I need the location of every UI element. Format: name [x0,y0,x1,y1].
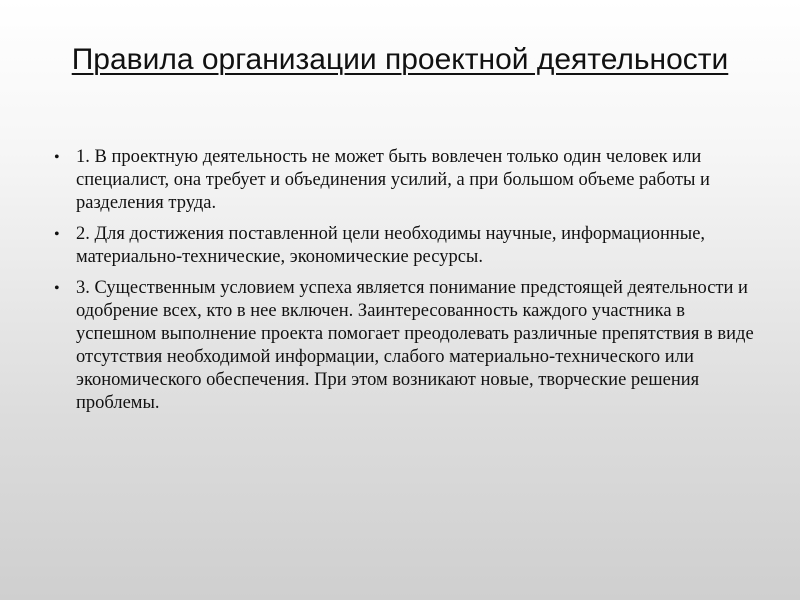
slide-title: Правила организации проектной деятельности [71,43,729,76]
bullet-marker: • [54,280,60,297]
list-item [54,146,754,215]
bullet-list [54,146,754,423]
bullet-marker: • [54,149,60,166]
list-item-text: 3. Существенным условием успеха является понимание предстоящей деятельности и одобрение всех, кто в нее включен. Заинтересованность каждого участника в успешном выполнение проекта помогает преодолевать различные препятствия в виде отсутствия необходимой информации, слабого материально-технического или экономического обеспечения. При этом возникают новые, творческие решения проблемы. [76,278,754,413]
list-item-text: 2. Для достижения поставленной цели необходимы научные, информационные, материально-технические, экономические ресурсы. [76,224,706,267]
list-item [54,277,754,415]
list-item-text: 1. В проектную деятельность не может быть вовлечен только один человек или специалист, она требует и объединения усилий, а при большом объеме работы и разделения труда. [76,147,710,213]
list-item [54,223,754,269]
bullet-marker: • [54,226,60,243]
